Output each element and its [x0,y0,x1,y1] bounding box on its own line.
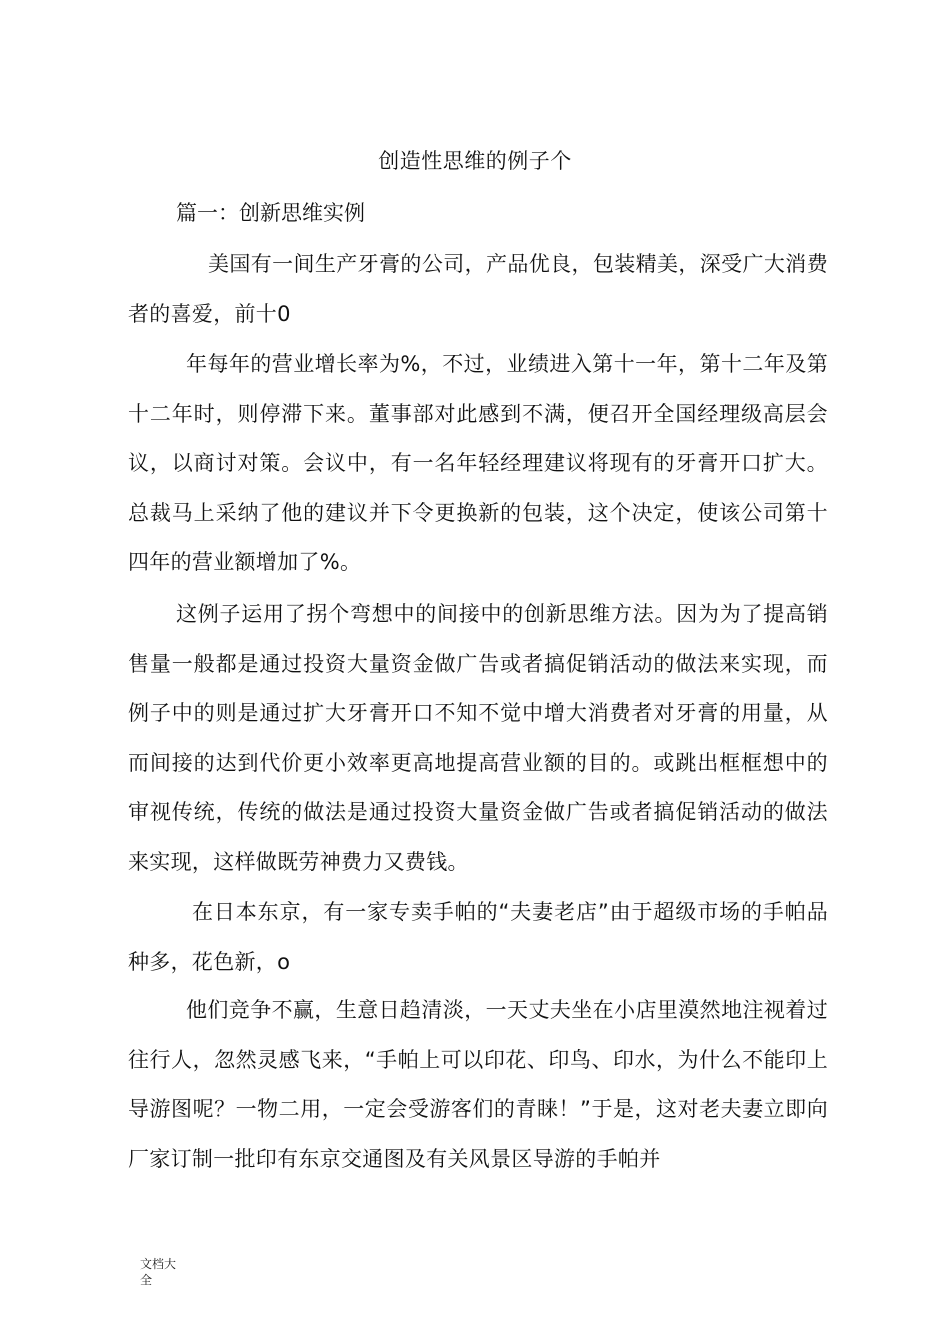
paragraph-2: 年每年的营业增长率为%，不过，业绩进入第十一年，第十二年及第十二年时，则停滞下来。董事部对此感到不满，便召开全国经理级高层会议，以商讨对策。会议中，有一名年轻经理建议将现有的牙膏开口扩大。总裁马上采纳了他的建议并下令更换新的包装，这个决定，使该公司第十四年的营业额增加了%。 [128,352,828,574]
paragraph-5: 他们竞争不赢，生意日趋清淡，一天丈夫坐在小店里漠然地注视着过往行人，忽然灵感飞来，“手帕上可以印花、印鸟、印水，为什么不能印上导游图呢？一物二用，一定会受游客们的青睐！”于是，这对老夫妻立即向厂家订制一批印有东京交通图及有关风景区导游的手帕并 [128,998,828,1171]
paragraph-3: 这例子运用了拐个弯想中的间接中的创新思维方法。因为为了提高销售量一般都是通过投资大量资金做广告或者搞促销活动的做法来实现，而例子中的则是通过扩大牙膏开口不知不觉中增大消费者对牙膏的用量，从而间接的达到代价更小效率更高地提高营业额的目的。或跳出框框想中的审视传统，传统的做法是通过投资大量资金做广告或者搞促销活动的做法来实现，这样做既劳神费力又费钱。 [128,602,828,874]
document-title: 创造性思维的例子个 [378,149,572,173]
page-footer: 文档大全 [140,1257,177,1287]
section-heading: 篇一：创新思维实例 [176,201,365,225]
paragraph-4: 在日本东京，有一家专卖手帕的“夫妻老店”由于超级市场的手帕品种多，花色新，o [128,900,828,974]
paragraph-1: 美国有一间生产牙膏的公司，产品优良，包装精美，深受广大消费者的喜爱，前十0 [128,252,828,326]
